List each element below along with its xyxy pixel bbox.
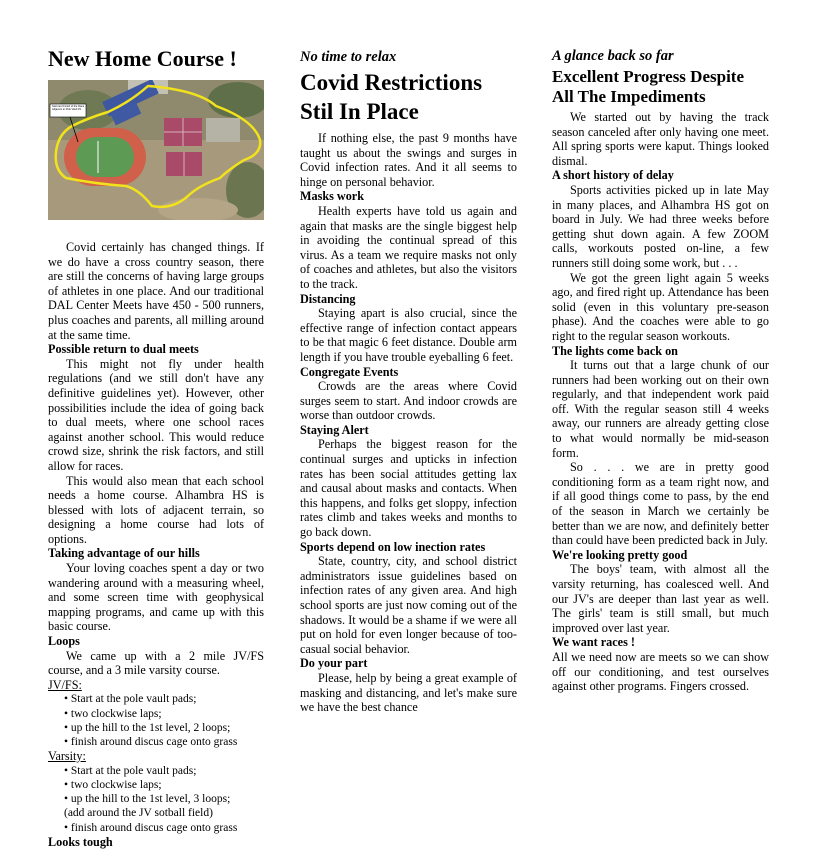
- paragraph: If nothing else, the past 9 months have taught us about the swings and surges in Covid infection rates. And it all seems to hinge on personal behavior.: [300, 131, 517, 189]
- subheading: Congregate Events: [300, 364, 399, 379]
- list-item: • up the hill to the 1st level, 3 loops;: [64, 793, 231, 806]
- paragraph: We came up with a 2 mile JV/FS course, and a 3 mile varsity course.: [48, 648, 264, 678]
- subheading: We're looking pretty good: [552, 547, 688, 562]
- subheading: Looks tough: [48, 834, 113, 849]
- list-item: (add around the JV sotball field): [64, 807, 213, 820]
- subheading: Taking advantage of our hills: [48, 546, 200, 561]
- course-aerial-map: [48, 80, 264, 220]
- paragraph: All we need now are meets so we can show off our conditioning, and test ourselves against other programs. Fingers crossed.: [552, 649, 769, 694]
- list-item: • two clockwise laps;: [64, 707, 162, 720]
- title-line: Covid Restrictions: [300, 70, 483, 95]
- list-item: • finish around discus cage onto grass: [64, 736, 238, 749]
- article-title: [300, 68, 517, 126]
- paragraph: Health experts have told us again and again that masks are the single biggest help in avoiding the continual spread of this virus. As a team we require masks not only of coaches and athletes, but also the visitors to the track.: [300, 203, 517, 291]
- paragraph: State, country, city, and school district administrators issue guidelines based on infection rates of any given area. And high school sports are just now coming out of the shadows. It would be a shame if we were all put on hold for even longer because of too-casual social behavior.: [300, 554, 517, 656]
- subheading: Sports depend on low inection rates: [300, 539, 486, 554]
- subheading: Distancing: [300, 291, 356, 306]
- paragraph: This would also mean that each school needs a home course. Alhambra HS is blessed with lots of adjacent terrain, so designing a home course had lots of options.: [48, 473, 264, 546]
- paragraph: Covid certainly has changed things. If we do have a cross country season, there are still the concerns of having large groups of athletes in one place. And our traditional DAL Center Meets have 450 - 500 runners, plus coaches and parents, all milling around at the same time.: [48, 240, 264, 342]
- list-item: • Start at the pole vault pads;: [64, 693, 197, 706]
- subheading: We want races !: [552, 635, 635, 650]
- paragraph: It turns out that a large chunk of our runners had been working out on their own regularly, and that independent work paid off. With the regular season still 4 weeks away, our runners are already getting close to what would normally be mid-season form.: [552, 358, 769, 460]
- kicker: A glance back so far: [552, 48, 674, 64]
- subheading: A short history of delay: [552, 168, 674, 183]
- subheading: Loops: [48, 634, 80, 649]
- title-line: All The Impediments: [552, 87, 706, 106]
- column-covid-restrictions: [300, 40, 517, 715]
- article-title: New Home Course !: [48, 46, 237, 71]
- paragraph: Please, help by being a great example of masking and distancing, and let's make sure we have the best chance: [300, 670, 517, 715]
- paragraph: Staying apart is also crucial, since the effective range of infection contact appears to be that magic 6 feet distance. Double arm length if you have trouble eyeballing 6 feet.: [300, 306, 517, 364]
- title-line: Excellent Progress Despite: [552, 67, 744, 86]
- subheading: Staying Alert: [300, 422, 369, 437]
- paragraph: Crowds are the areas where Covid surges seem to start. And indoor crowds are worse than outdoor crowds.: [300, 379, 517, 423]
- paragraph: We started out by having the track season canceled after only having one meet. All spring sports were kaput. Things looked dismal.: [552, 110, 769, 168]
- paragraph: Perhaps the biggest reason for the continual surges and upticks in infection rates has been social attitudes getting lax and causal about masks and contacts. When this happens, and folks get sloppy, infection rates climb and takes weeks and months to go back down.: [300, 437, 517, 540]
- column-new-home-course: [48, 40, 264, 849]
- paragraph: This might not fly under health regulations (and we still don't have any definitive guidelines yet). However, other possibilities include the idea of going back to dual meets, where one school races against another school. This would reduce crowd size, shrink the risk factors, and still allow for races.: [48, 356, 264, 473]
- varsity-label: Varsity:: [48, 749, 86, 764]
- list-item: • Start at the pole vault pads;: [64, 764, 197, 777]
- title-line: Stil In Place: [300, 99, 419, 124]
- subheading: Do your part: [300, 656, 368, 671]
- map-caption: Start and Finish of the Race Adjacent to Pole Vault Pit: [52, 105, 85, 112]
- paragraph: The boys' team, with almost all the varsity returning, has coalesced well. And our JV's are deeper than last year as well. The girls' team is still small, but much improved over last year.: [552, 562, 769, 635]
- article-title: [552, 67, 769, 107]
- list-item: • two clockwise laps;: [64, 779, 162, 792]
- subheading: The lights come back on: [552, 343, 678, 358]
- paragraph: So . . . we are in pretty good conditioning form as a team right now, and if all good things come to pass, by the end of the season in March we certainly be better than we are now, and definitely better than could have been predicted back in July.: [552, 460, 769, 548]
- list-item: • finish around discus cage onto grass: [64, 821, 238, 834]
- kicker: No time to relax: [300, 49, 397, 65]
- jv-label: JV/FS:: [48, 677, 82, 692]
- subheading: Masks work: [300, 189, 364, 204]
- list-item: • up the hill to the 1st level, 2 loops;: [64, 721, 231, 734]
- paragraph: Sports activities picked up in late May in many places, and Alhambra HS got on board in July. We had three weeks before getting shut down again. A few ZOOM calls, workouts posted on-line, a few runners still doing some work, but . . .: [552, 182, 769, 270]
- column-progress: [552, 40, 769, 694]
- paragraph: Your loving coaches spent a day or two wandering around with a measuring wheel, and some screen time with geophysical mapping programs, and came up with this basic course.: [48, 561, 264, 634]
- subheading: Possible return to dual meets: [48, 342, 199, 357]
- paragraph: We got the green light again 5 weeks ago, and fired right up. Attendance has been solid (even in this voluntary pre-season phase). And the coaches were able to go right to the regular season workouts.: [552, 270, 769, 343]
